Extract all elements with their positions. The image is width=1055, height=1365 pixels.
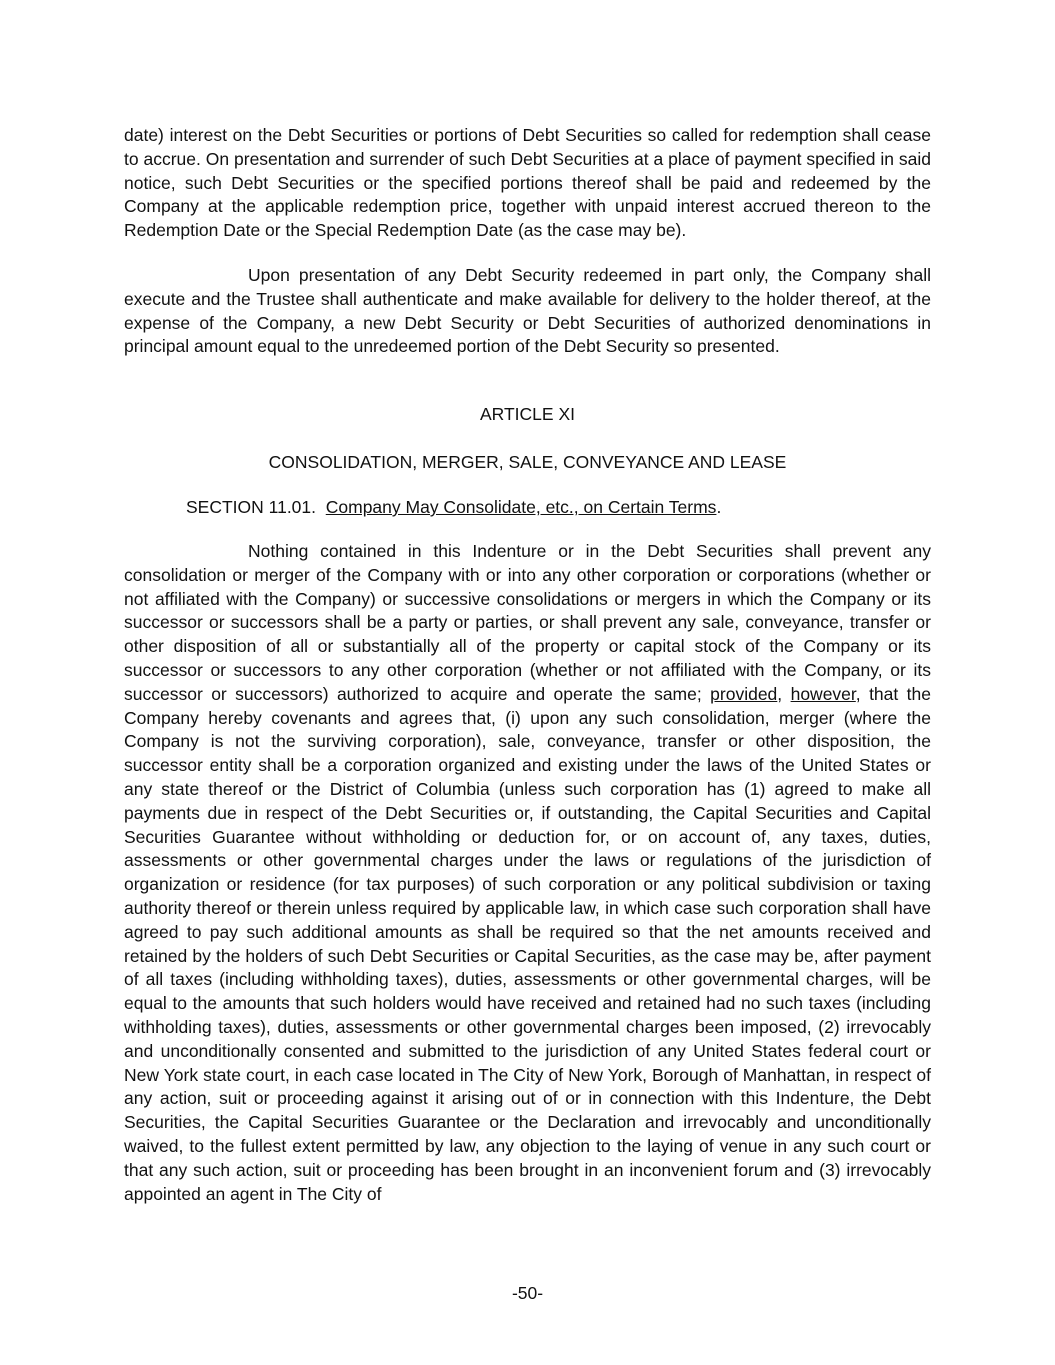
article-title: CONSOLIDATION, MERGER, SALE, CONVEYANCE AND LEASE — [268, 452, 787, 472]
section-heading — [186, 497, 931, 518]
paragraph-redemption-interest: date) interest on the Debt Securities or portions of Debt Securities so called for redemption shall cease to accrue. On presentation and surrender of such Debt Securities at a place of payment specified in said notice, such Debt Securities or the specified portions thereof shall be paid and redeemed by the Company at the applicable redemption price, together with unpaid interest accrued thereon to the Redemption Date or the Special Redemption Date (as the case may be). — [124, 125, 931, 241]
paragraph-partial-redemption: Upon presentation of any Debt Security redeemed in part only, the Company shall execute and the Trustee shall authenticate and make available for delivery to the holder thereof, at the expense of the Company, a new Debt Security or Debt Securities of authorized denominations in principal amount equal to the unredeemed portion of the Debt Security so presented. — [124, 265, 931, 357]
article-number: ARTICLE XI — [480, 404, 575, 424]
paragraph-consolidation — [124, 540, 931, 1206]
paragraph-consolidation-rest: , that the Company hereby covenants and agrees that, (i) upon any such consolidation, merger (where the Company is not the surviving corporation), sale, conveyance, transfer or other disposition, the successor entity shall be a corporation organized and existing under the laws of the United States or any state thereof or the District of Columbia (unless such corporation has (1) agreed to make all payments due in respect of the Debt Securities or, if outstanding, the Capital Securities and Capital Securities Guarantee without withholding or deduction for, or on account of, any taxes, duties, assessments or other governmental charges under the laws or regulations of the jurisdiction of organization or residence (for tax purposes) of such corporation or any political subdivision or taxing authority thereof or therein unless required by applicable law, in which case such corporation shall have agreed to pay such additional amounts as shall be required so that the net amounts received and retained by the holders of such Debt Securities or Capital Securities, as the case may be, after payment of all taxes (including withholding taxes), duties, assessments or other governmental charges, will be equal to the amounts that such holders would have received and retained had no such taxes (including withholding taxes), duties, assessments or other governmental charges been imposed, (2) irrevocably and unconditionally consented and submitted to the jurisdiction of any United States federal court or New York state court, in each case located in The City of New York, Borough of Manhattan, in respect of any action, suit or proceeding against it arising out of or in connection with this Indenture, the Debt Securities, the Capital Securities Guarantee or the Declaration and irrevocably and unconditionally waived, to the fullest extent permitted by law, any objection to the laying of venue in any such court or that any such action, suit or proceeding has been brought in an inconvenient forum and (3) irrevocably appointed an agent in The City of — [124, 683, 932, 1204]
term-provided: provided — [710, 683, 778, 704]
term-however: however — [790, 683, 856, 704]
paragraph-consolidation-start: Nothing contained in this Indenture or in the Debt Securities shall prevent any consolidation or merger of the Company with or into any other corporation or corporations (whether or not affiliated with the Company) or successive consolidations or mergers in which the Company or its successor or successors shall be a party or parties, or shall prevent any sale, conveyance, transfer or other disposition of all or substantially all of the property or capital stock of the Company or its successor or successors to any other corporation (whether or not affiliated with the Company, or its successor or successors) authorized to acquire and operate the same; — [124, 541, 931, 704]
section-label: SECTION 11.01. — [186, 497, 317, 517]
comma-separator: , — [777, 683, 791, 704]
page-number: -50- — [511, 1283, 544, 1303]
section-suffix: . — [716, 497, 722, 517]
section-title: Company May Consolidate, etc., on Certain Terms — [325, 497, 717, 517]
